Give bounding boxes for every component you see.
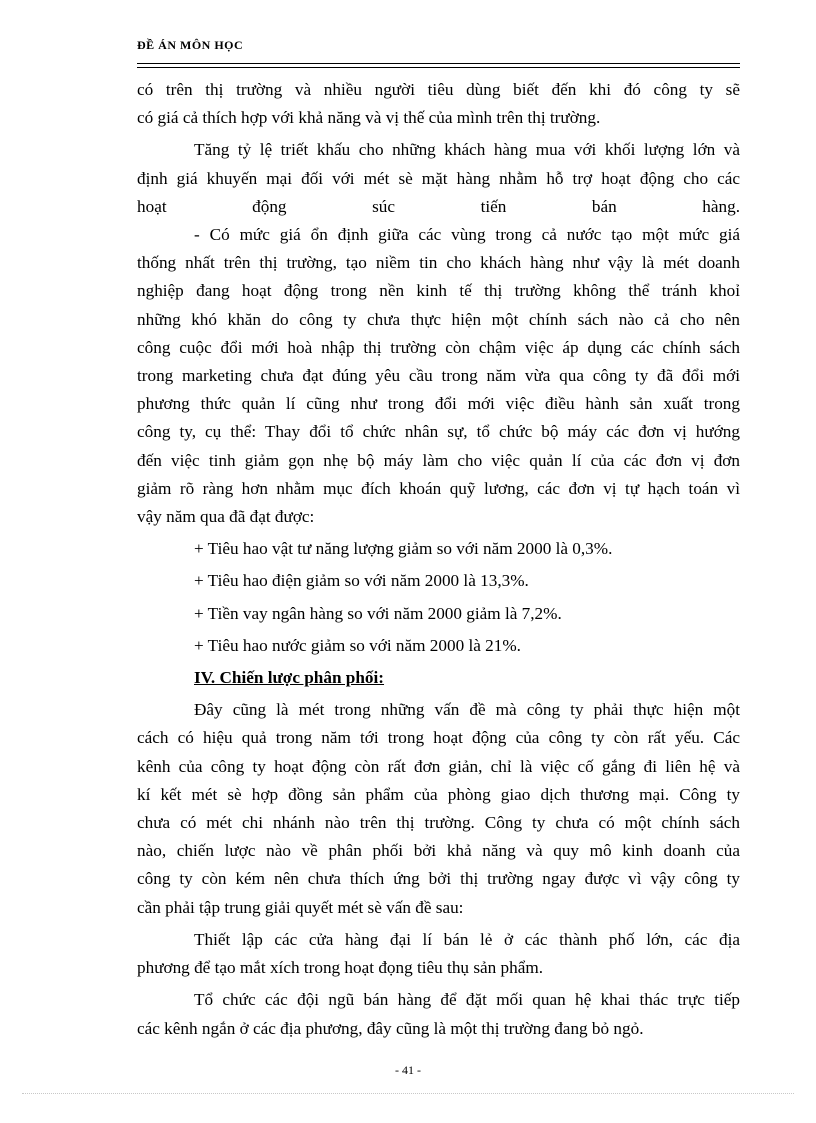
text-line: vậy năm qua đã đạt được:	[137, 507, 315, 527]
text-line: - Có mức giá ổn định giữa các vùng trong cả nước tạo một mức giá	[194, 225, 740, 245]
text-line: phương thức quản lí cũng như trong đổi mới việc điều hành sản xuất trong	[137, 394, 740, 414]
page-bottom-border	[22, 1093, 794, 1094]
text-line: trong marketing chưa đạt đúng yêu cầu trong năm vừa qua công ty đã đổi mới	[137, 366, 740, 386]
text-line: thống nhất trên thị trường, tạo niềm tin cho khách hàng như vậy là mét doanh	[137, 253, 740, 273]
text-line: cách có hiệu quả trong năm tới trong hoạt động của công ty còn rất yếu. Các	[137, 728, 740, 748]
document-body	[137, 76, 740, 1043]
text-line: những khó khăn do công ty chưa thực hiện một chính sách nào cả cho nên	[137, 309, 740, 329]
text-line: chưa có mét chi nhánh nào trên thị trường. Công ty chưa có một chính sách	[137, 813, 740, 833]
text-line: giảm rõ ràng hơn nhằm mục đích khoán quỹ lương, các đơn vị tự hạch toán vì	[137, 478, 740, 498]
page-number: - 41 -	[395, 1063, 421, 1077]
text-line: công ty, cụ thể: Thay đổi tổ chức nhân sự, tổ chức bộ máy các đơn vị hướng	[137, 422, 740, 442]
list-item: + Tiền vay ngân hàng so với năm 2000 giảm là 7,2%.	[194, 603, 562, 623]
header-rule-thin	[137, 67, 740, 68]
header-rule-thick	[137, 63, 740, 64]
text-line: định giá khuyến mại đối với mét sè mặt hàng nhằm hỗ trợ hoạt động cho các	[137, 168, 740, 188]
text-line: Tổ chức các đội ngũ bán hàng để đặt mối quan hệ khai thác trực tiếp	[194, 990, 740, 1010]
text-line: đến việc tinh giảm gọn nhẹ bộ máy làm cho việc quản lí của các đơn vị đơn	[137, 450, 740, 470]
text-line: hoạt động súc tiến bán hàng.	[137, 196, 740, 216]
text-line: nghiệp đang hoạt động trong nền kinh tế thị trường không thể tránh khoỉ	[137, 281, 740, 301]
text-line: kí kết mét sè hợp đồng sản phẩm của phòng giao dịch thương mại. Công ty	[137, 784, 740, 804]
text-line: Tăng tỷ lệ triết khấu cho những khách hàng mua với khối lượng lớn và	[194, 140, 740, 160]
list-item: + Tiêu hao vật tư năng lượng giảm so với năm 2000 là 0,3%.	[194, 539, 613, 559]
page-header-title: ĐỀ ÁN MÔN HỌC	[137, 38, 244, 52]
section-heading: IV. Chiến lược phân phối:	[194, 668, 385, 688]
text-line: công ty còn kém nên chưa thích ứng bởi thị trường ngay được vì vậy công ty	[137, 869, 740, 889]
text-line: Đây cũng là mét trong những vấn đề mà công ty phải thực hiện một	[194, 700, 740, 720]
text-line: có trên thị trường và nhiều người tiêu dùng biết đến khi đó công ty sẽ	[137, 80, 740, 99]
text-line: kênh của công ty hoạt động còn rất đơn giản, chỉ là việc cố gắng đi liên hệ và	[137, 756, 740, 776]
text-line: phương để tạo mắt xích trong hoạt đọng tiêu thụ sản phẩm.	[137, 958, 544, 978]
text-line: các kênh ngắn ở các địa phương, đây cũng là một thị trường đang bỏ ngỏ.	[137, 1018, 644, 1038]
text-line: nào, chiến lược nào về phân phối bởi khả năng và quy mô kinh doanh của	[137, 841, 740, 861]
list-item: + Tiêu hao nước giảm so với năm 2000 là 21%.	[194, 635, 521, 655]
text-line: Thiết lập các cửa hàng đại lí bán lẻ ở các thành phố lớn, các địa	[194, 929, 740, 949]
list-item: + Tiêu hao điện giảm so với năm 2000 là 13,3%.	[194, 571, 529, 591]
text-line: công cuộc đổi mới hoà nhập thị trường còn chậm việc áp dụng các chính sách	[137, 337, 740, 357]
text-line: có giá cả thích hợp với khả năng và vị thế của mình trên thị trường.	[137, 108, 601, 128]
text-line: cần phải tập trung giải quyết mét sè vấn đề sau:	[137, 897, 464, 917]
